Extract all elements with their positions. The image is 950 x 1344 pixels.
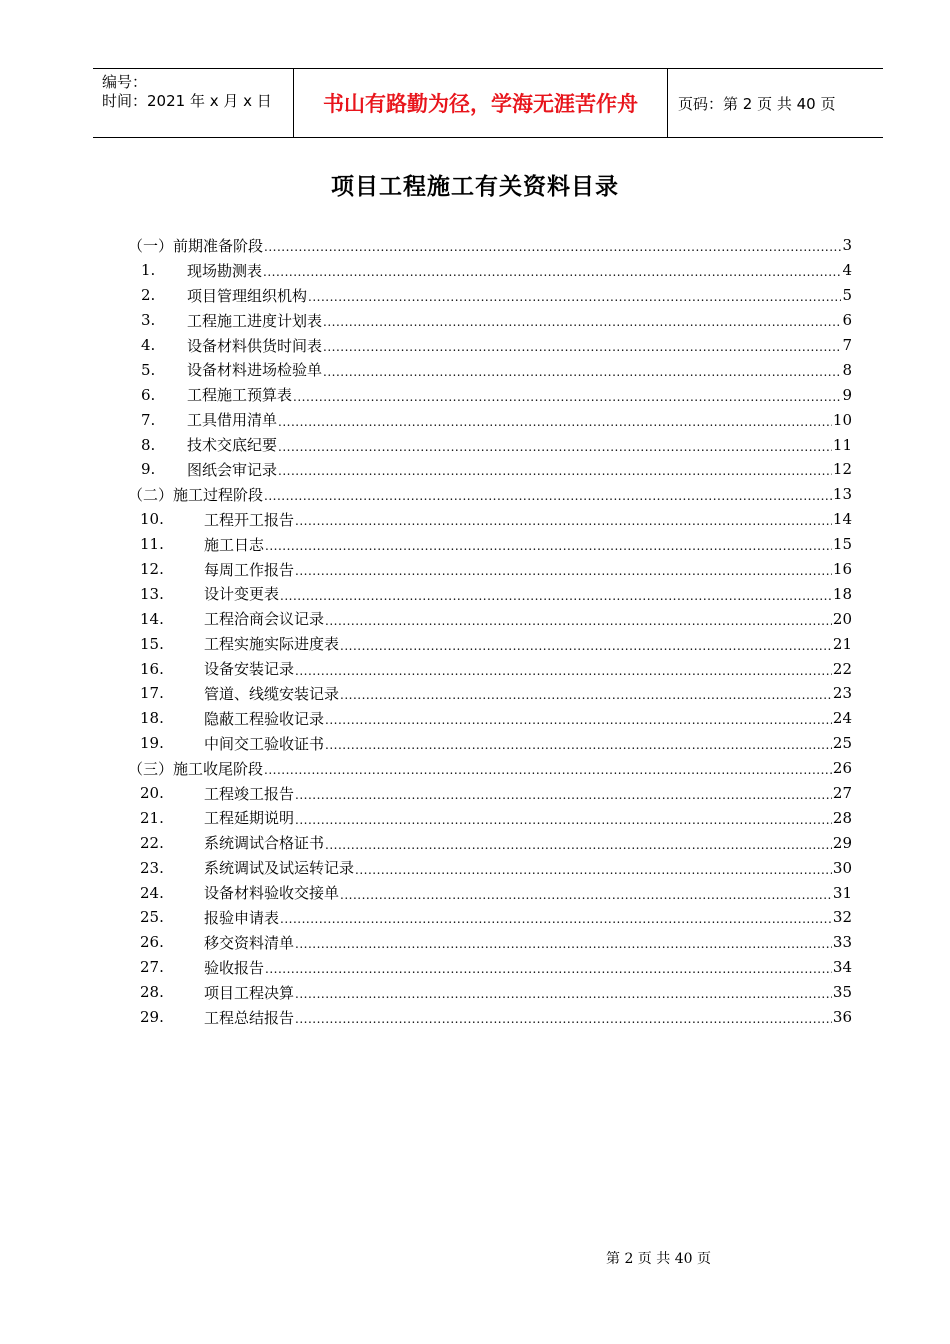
toc-entry-page: 30 xyxy=(832,858,852,877)
toc-entry-number: 15. xyxy=(140,634,164,653)
toc-entry-title: 工程延期说明 xyxy=(204,809,295,828)
toc-entry[interactable] xyxy=(128,233,852,258)
toc-entry[interactable] xyxy=(128,731,852,756)
toc-entry-page: 7 xyxy=(842,336,852,354)
toc-dot-leader xyxy=(265,536,832,554)
toc-entry-title: 图纸会审记录 xyxy=(187,460,278,479)
toc-entry[interactable] xyxy=(128,756,852,781)
toc-entry-page: 13 xyxy=(832,485,852,504)
toc-entry-page: 3 xyxy=(842,236,852,255)
toc-entry-title: 设备安装记录 xyxy=(204,660,295,679)
toc-entry[interactable] xyxy=(128,357,852,382)
toc-entry-page: 33 xyxy=(832,933,852,952)
toc-entry[interactable] xyxy=(128,482,852,507)
toc-entry[interactable] xyxy=(128,457,852,482)
toc-entry[interactable] xyxy=(128,407,852,432)
number-label: 编号： xyxy=(102,73,148,91)
motto: 书山有路勤为径，学海无涯苦作舟 xyxy=(294,69,668,137)
toc-entry-page: 10 xyxy=(832,410,852,429)
toc-entry-page: 6 xyxy=(842,311,852,330)
toc-entry-number: 18. xyxy=(140,709,164,728)
toc-entry-page: 31 xyxy=(832,883,852,902)
toc-dot-leader xyxy=(295,661,832,679)
page-info: 页码：第 2 页 共 40 页 xyxy=(678,94,836,113)
toc-entry[interactable] xyxy=(128,830,852,855)
toc-dot-leader xyxy=(265,959,832,977)
toc-entry-title: （一）前期准备阶段 xyxy=(128,236,264,255)
toc-entry-title: 设计变更表 xyxy=(204,585,280,604)
toc-entry-page: 11 xyxy=(832,435,852,454)
toc-dot-leader xyxy=(295,984,832,1002)
toc-entry[interactable] xyxy=(128,980,852,1005)
toc-entry-page: 25 xyxy=(832,734,852,753)
toc-entry[interactable] xyxy=(128,283,852,308)
toc-entry-number: 29. xyxy=(140,1008,164,1027)
toc-dot-leader xyxy=(323,312,841,330)
toc-entry-page: 16 xyxy=(832,560,852,579)
toc-entry-number: 9. xyxy=(141,460,156,479)
toc-entry-page: 29 xyxy=(832,833,852,852)
toc-entry[interactable] xyxy=(128,308,852,333)
toc-entry-title: 工程总结报告 xyxy=(204,1008,295,1027)
toc-entry[interactable] xyxy=(128,781,852,806)
toc-entry-number: 12. xyxy=(140,560,164,579)
toc-dot-leader xyxy=(295,934,832,952)
page-footer: 第 2 页 共 40 页 xyxy=(606,1251,711,1267)
toc-entry[interactable] xyxy=(128,805,852,830)
toc-dot-leader xyxy=(295,785,832,803)
toc-entry-title: 系统调试及试运转记录 xyxy=(204,859,355,878)
toc-entry[interactable] xyxy=(128,656,852,681)
toc-entry-page: 9 xyxy=(842,385,852,404)
toc-entry-title: 管道、线缆安装记录 xyxy=(204,684,340,703)
toc-entry[interactable] xyxy=(128,581,852,606)
toc-dot-leader xyxy=(340,636,832,654)
toc-entry-number: 24. xyxy=(140,883,164,902)
toc-entry-title: 移交资料清单 xyxy=(204,933,295,952)
toc-entry-page: 21 xyxy=(832,634,852,653)
toc-entry[interactable] xyxy=(128,930,852,955)
toc-dot-leader xyxy=(280,586,832,604)
toc-entry-page: 36 xyxy=(832,1008,852,1027)
toc-dot-leader xyxy=(263,262,841,280)
toc-entry[interactable] xyxy=(128,905,852,930)
toc-entry[interactable] xyxy=(128,382,852,407)
toc-entry[interactable] xyxy=(128,955,852,980)
toc-dot-leader xyxy=(308,287,841,305)
toc-entry[interactable] xyxy=(128,1005,852,1030)
toc-entry-page: 4 xyxy=(842,261,852,280)
toc-dot-leader xyxy=(355,860,832,878)
toc-entry-page: 8 xyxy=(842,360,852,379)
toc-entry-number: 27. xyxy=(140,958,164,977)
toc-entry-number: 8. xyxy=(141,435,156,454)
toc-dot-leader xyxy=(295,1009,832,1027)
toc-entry-title: 工程竣工报告 xyxy=(204,784,295,803)
toc-dot-leader xyxy=(280,909,832,927)
toc-entry-title: 隐蔽工程验收记录 xyxy=(204,709,325,728)
toc-entry-title: 现场勘测表 xyxy=(187,261,263,280)
toc-dot-leader xyxy=(325,835,832,853)
toc-entry-page: 22 xyxy=(832,659,852,678)
toc-entry-title: 每周工作报告 xyxy=(204,560,295,579)
toc-entry-title: 工程施工预算表 xyxy=(187,386,293,405)
table-of-contents xyxy=(128,233,852,1030)
toc-entry-number: 14. xyxy=(140,609,164,628)
toc-entry-page: 5 xyxy=(842,286,852,305)
toc-dot-leader xyxy=(295,561,832,579)
toc-entry-number: 2. xyxy=(141,286,156,305)
toc-dot-leader xyxy=(323,362,841,380)
toc-entry-number: 21. xyxy=(140,808,164,827)
toc-entry-number: 22. xyxy=(140,833,164,852)
toc-entry-page: 20 xyxy=(832,609,852,628)
toc-dot-leader xyxy=(264,237,841,255)
toc-entry-page: 15 xyxy=(832,535,852,554)
toc-entry-page: 14 xyxy=(832,510,852,529)
toc-entry-number: 11. xyxy=(140,535,164,554)
toc-entry-number: 5. xyxy=(141,360,156,379)
toc-entry-page: 18 xyxy=(832,584,852,603)
header-meta-cell xyxy=(93,69,294,137)
toc-entry-number: 10. xyxy=(140,510,164,529)
toc-entry[interactable] xyxy=(128,507,852,532)
toc-entry[interactable] xyxy=(128,532,852,557)
toc-entry-number: 16. xyxy=(140,659,164,678)
toc-entry-title: 项目管理组织机构 xyxy=(187,286,308,305)
toc-entry-title: 工程实施实际进度表 xyxy=(204,635,340,654)
toc-entry-title: 工程开工报告 xyxy=(204,510,295,529)
toc-entry-title: 工具借用清单 xyxy=(187,411,278,430)
toc-entry-page: 34 xyxy=(832,958,852,977)
time-label: 时间：2021 年 x 月 x 日 xyxy=(102,92,272,110)
toc-entry-page: 27 xyxy=(832,784,852,803)
toc-entry[interactable] xyxy=(128,706,852,731)
toc-entry[interactable] xyxy=(128,432,852,457)
toc-entry-number: 26. xyxy=(140,933,164,952)
toc-dot-leader xyxy=(325,710,832,728)
toc-entry-page: 28 xyxy=(832,808,852,827)
toc-entry-title: 工程施工进度计划表 xyxy=(187,311,323,330)
toc-entry[interactable] xyxy=(128,333,852,358)
toc-entry-number: 7. xyxy=(141,410,156,429)
toc-entry-title: 报验申请表 xyxy=(204,908,280,927)
toc-entry-title: 工程洽商会议记录 xyxy=(204,610,325,629)
toc-entry-page: 32 xyxy=(832,908,852,927)
toc-dot-leader xyxy=(295,511,832,529)
toc-dot-leader xyxy=(293,387,841,405)
toc-entry-title: 设备材料验收交接单 xyxy=(204,884,340,903)
toc-dot-leader xyxy=(325,611,832,629)
toc-entry-title: （二）施工过程阶段 xyxy=(128,485,264,504)
toc-entry-number: 28. xyxy=(140,983,164,1002)
toc-entry-title: 技术交底纪要 xyxy=(187,436,278,455)
toc-entry-title: 设备材料供货时间表 xyxy=(187,336,323,355)
toc-entry-title: （三）施工收尾阶段 xyxy=(128,759,264,778)
toc-entry[interactable] xyxy=(128,557,852,582)
toc-entry-page: 26 xyxy=(832,759,852,778)
toc-entry-page: 35 xyxy=(832,983,852,1002)
toc-entry[interactable] xyxy=(128,855,852,880)
toc-dot-leader xyxy=(278,437,832,455)
toc-entry-title: 项目工程决算 xyxy=(204,983,295,1002)
toc-entry-number: 1. xyxy=(141,261,156,280)
toc-dot-leader xyxy=(264,760,832,778)
toc-entry-number: 23. xyxy=(140,858,164,877)
toc-entry-number: 3. xyxy=(141,311,156,330)
toc-entry-title: 中间交工验收证书 xyxy=(204,734,325,753)
header-table xyxy=(93,68,883,138)
document-title: 项目工程施工有关资料目录 xyxy=(331,174,619,200)
toc-dot-leader xyxy=(340,685,832,703)
toc-entry[interactable] xyxy=(128,606,852,631)
toc-dot-leader xyxy=(278,412,832,430)
toc-dot-leader xyxy=(325,735,832,753)
toc-entry-page: 12 xyxy=(832,460,852,479)
toc-entry[interactable] xyxy=(128,880,852,905)
toc-entry-number: 17. xyxy=(140,684,164,703)
toc-entry-number: 4. xyxy=(141,336,156,354)
toc-entry-number: 13. xyxy=(140,584,164,603)
toc-entry-page: 23 xyxy=(832,684,852,703)
toc-entry-title: 验收报告 xyxy=(204,958,265,977)
toc-dot-leader xyxy=(264,486,832,504)
toc-entry[interactable] xyxy=(128,631,852,656)
toc-entry-number: 6. xyxy=(141,385,156,404)
toc-dot-leader xyxy=(278,461,832,479)
toc-entry[interactable] xyxy=(128,258,852,283)
toc-entry-number: 25. xyxy=(140,908,164,927)
toc-entry-title: 施工日志 xyxy=(204,535,265,554)
toc-entry-page: 24 xyxy=(832,709,852,728)
toc-entry-title: 系统调试合格证书 xyxy=(204,834,325,853)
toc-entry[interactable] xyxy=(128,681,852,706)
toc-entry-number: 20. xyxy=(140,784,164,803)
toc-dot-leader xyxy=(323,337,841,355)
toc-entry-title: 设备材料进场检验单 xyxy=(187,361,323,380)
toc-dot-leader xyxy=(295,810,832,828)
toc-entry-number: 19. xyxy=(140,734,164,753)
toc-dot-leader xyxy=(340,885,832,903)
